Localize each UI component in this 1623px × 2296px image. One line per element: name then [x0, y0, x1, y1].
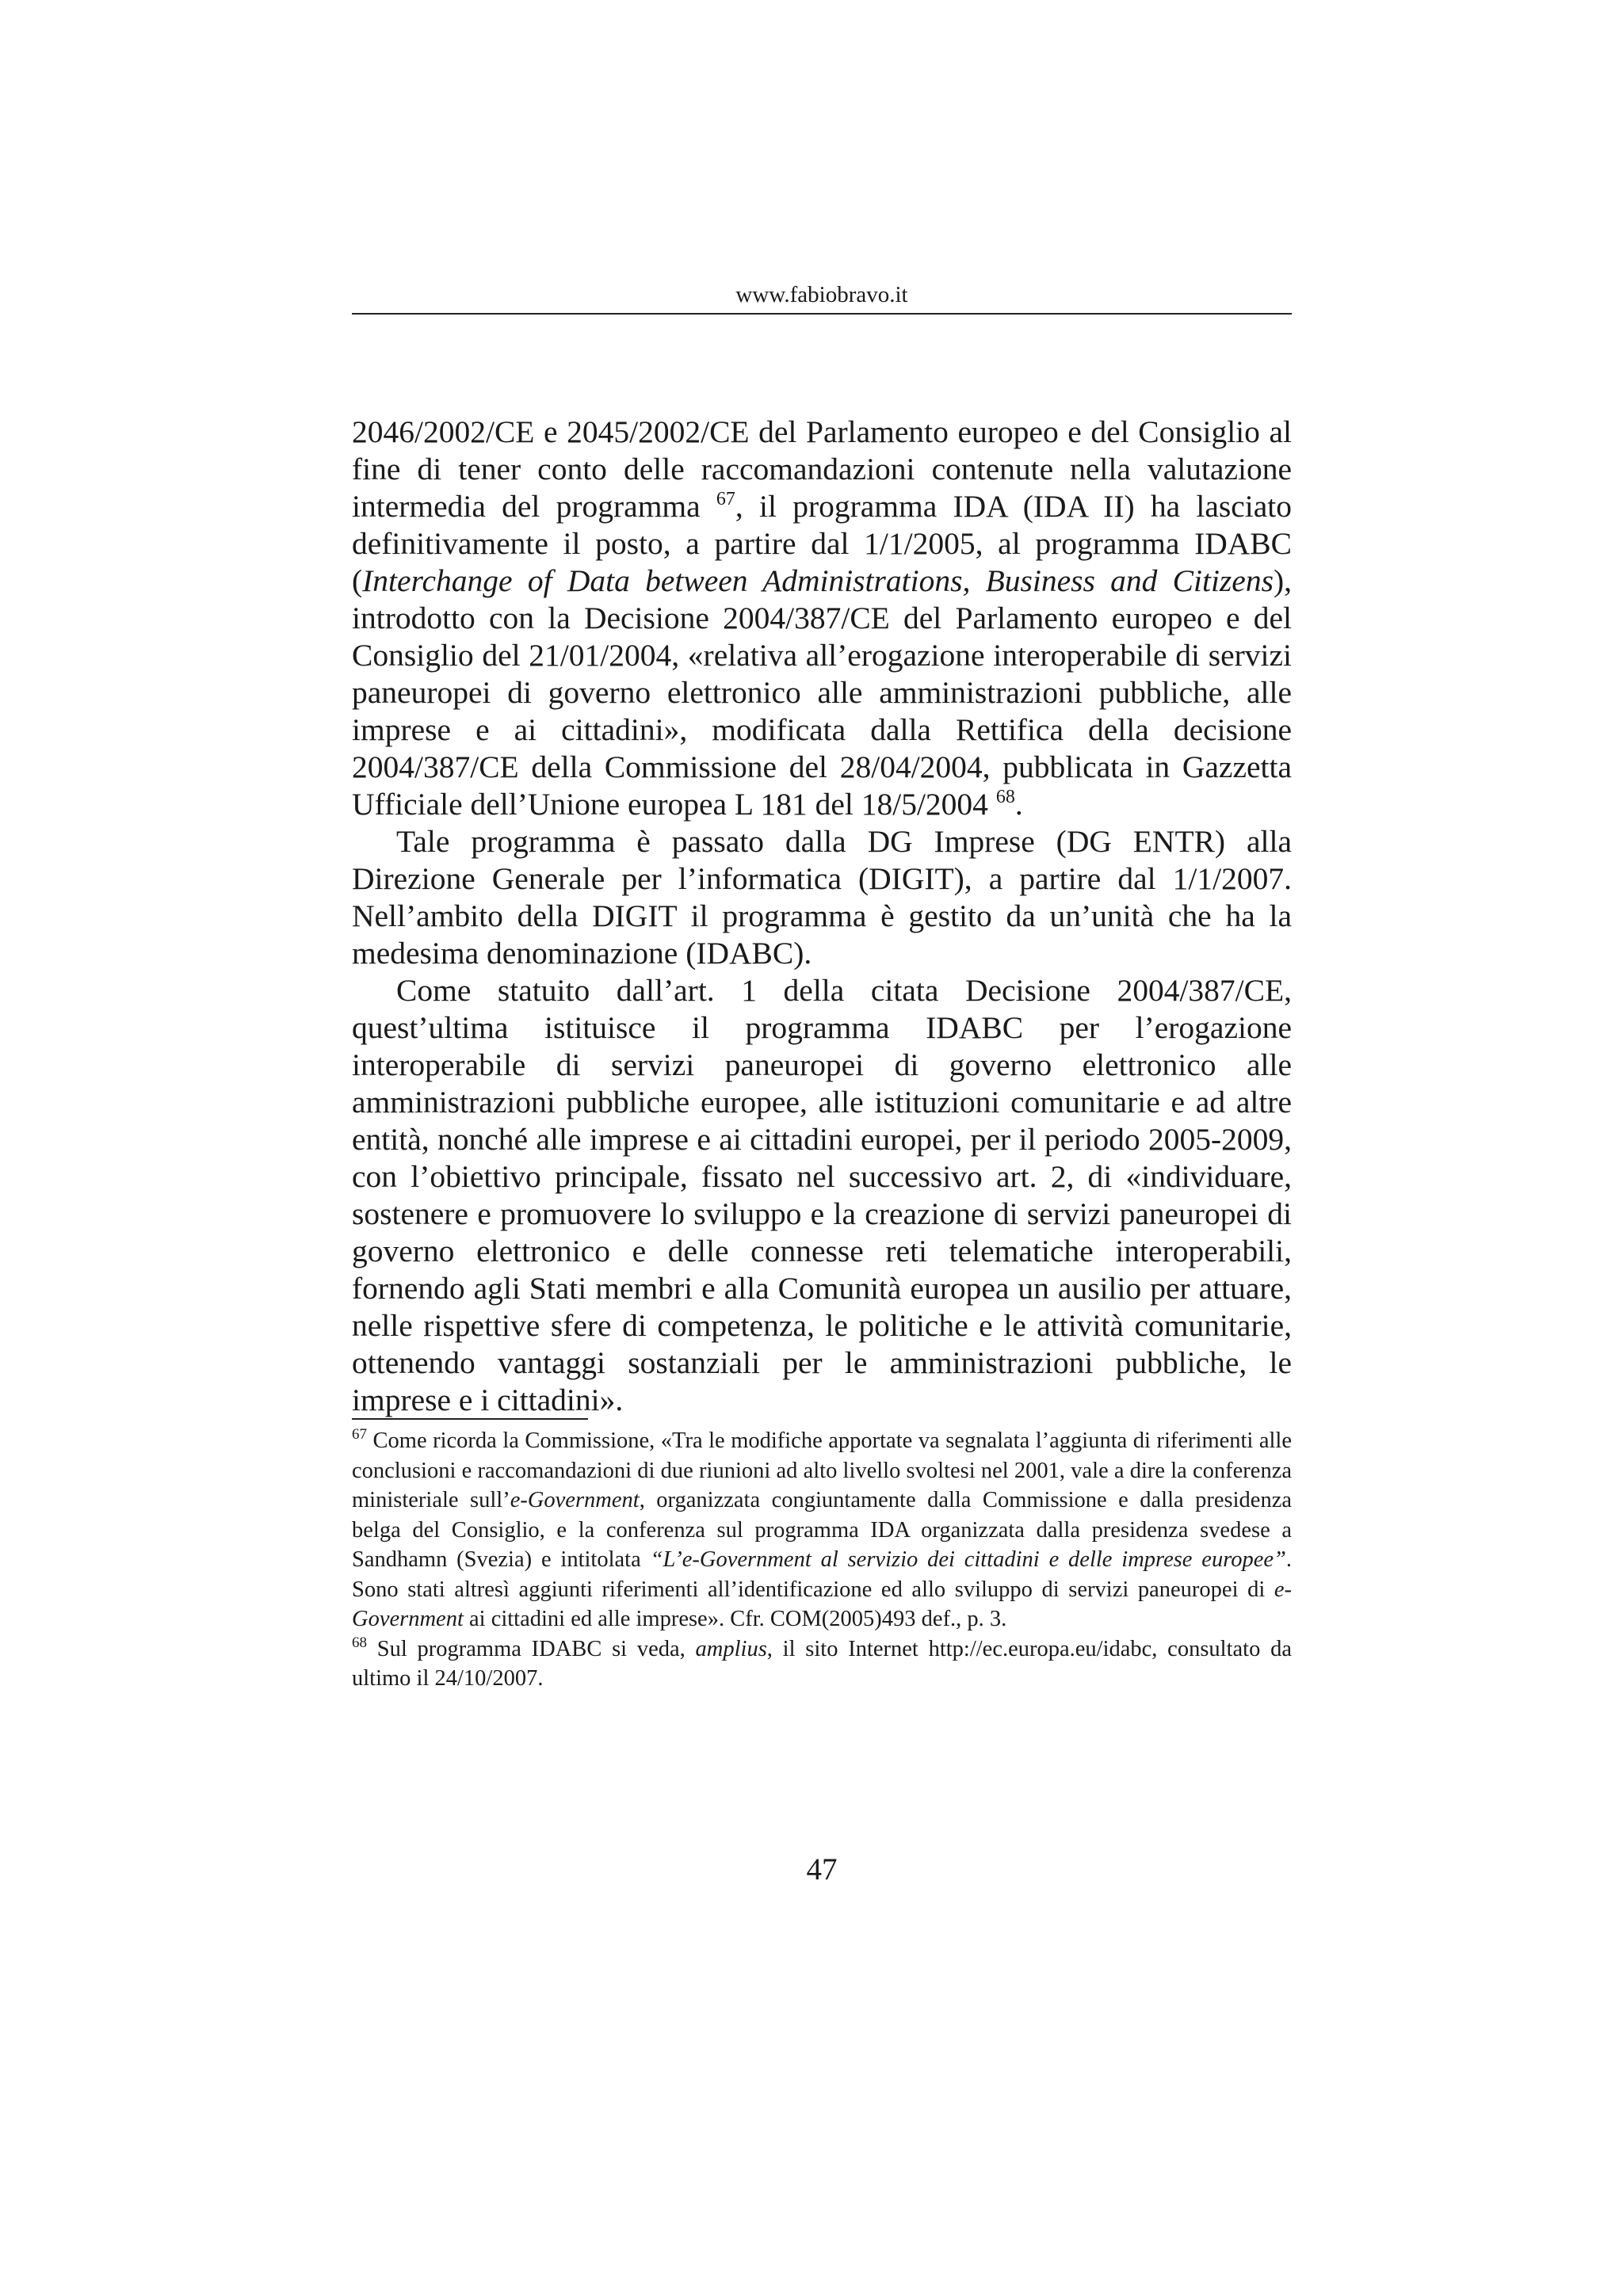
footnotes	[352, 1426, 1292, 1694]
page-number: 47	[806, 1852, 838, 1886]
footnote-68	[352, 1634, 1292, 1694]
header-url: www.fabiobravo.it	[735, 282, 908, 307]
footnote-67-italic-3: e-Government	[352, 1577, 1292, 1631]
footnote-67-part-2: , organizzata congiuntamente dalla Commissione e dalla presidenza belga del Consiglio, e la conferenza sul programma IDA organizzata dalla presidenza svedese a Sandhamn (Svezia) e intitolata	[352, 1488, 1292, 1572]
paragraph-2: Tale programma è passato dalla DG Imprese (DG ENTR) alla Direzione Generale per l’informatica (DIGIT), a partire dal 1/1/2007. Nell’ambito della DIGIT il programma è gestito da un’unità che ha la medesima denominazione (IDABC).	[352, 824, 1292, 971]
footnote-67-part-4: ai cittadini ed alle imprese». Cfr. COM(2005)493 def., p. 3.	[463, 1607, 1007, 1631]
footnote-reference-67: 67	[716, 489, 735, 509]
header-divider	[352, 313, 1292, 315]
footnote-67-number: 67	[352, 1426, 367, 1443]
paragraph-1-italic: Interchange of Data between Administrations, Business and Citizens	[362, 563, 1274, 598]
footnote-68-part-1: Sul programma IDABC si veda,	[367, 1636, 696, 1661]
paragraph-3: Come statuito dall’art. 1 della citata Decisione 2004/387/CE, quest’ultima istituisce il programma IDABC per l’erogazione interoperabile di servizi paneuropei di governo elettronico alle amministrazioni pubbliche europee, alle istituzioni comunitarie e ad altre entità, nonché alle imprese e ai cittadini europei, per il periodo 2005-2009, con l’obiettivo principale, fissato nel successivo art. 2, di «individuare, sostenere e promuovere lo sviluppo e la creazione di servizi paneuropei di governo elettronico e delle connesse reti telematiche interoperabili, fornendo agli Stati membri e alla Comunità europea un ausilio per attuare, nelle rispettive sfere di competenza, le politiche e le attività comunitarie, ottenendo vantaggi sostanziali per le amministrazioni pubbliche, le imprese e i cittadini».	[352, 973, 1292, 1417]
footnote-67	[352, 1426, 1292, 1634]
footnote-67-italic-1: e-Government	[510, 1488, 640, 1512]
footnote-67-part-1: Come ricorda la Commissione, «Tra le modifiche apportate va segnalata l’aggiunta di riferimenti alle conclusioni e raccomandazioni di due riunioni ad alto livello svoltesi nel 2001, vale a dire la conferenza ministeriale sull’	[352, 1428, 1292, 1512]
footnote-68-number: 68	[352, 1634, 367, 1651]
footnote-67-part-3: . Sono stati altresì aggiunti riferimenti all’identificazione ed allo sviluppo di servizi paneuropei di	[352, 1547, 1293, 1602]
footnote-68-part-2: , il sito Internet http://ec.europa.eu/idabc, consultato da ultimo il 24/10/2007.	[352, 1636, 1292, 1691]
footnote-reference-68: 68	[995, 787, 1015, 807]
paragraph-1-part-2: , il programma IDA (IDA II) ha lasciato definitivamente il posto, a partire dal 1/1/2005, al programma IDABC (	[352, 489, 1293, 598]
footnote-divider	[352, 1418, 588, 1420]
paragraph-1	[352, 414, 1292, 823]
footnote-68-italic-1: amplius	[695, 1636, 767, 1661]
paragraph-1-part-1: 2046/2002/CE e 2045/2002/CE del Parlamento europeo e del Consiglio al fine di tener conto delle raccomandazioni contenute nella valutazione intermedia del programma	[352, 414, 1292, 524]
paragraph-1-part-4: .	[1014, 787, 1023, 822]
main-text	[352, 414, 1292, 1419]
footnote-67-italic-2: “L’e-Government al servizio dei cittadini e delle imprese europee”	[650, 1547, 1286, 1572]
paragraph-1-part-3: ), introdotto con la Decisione 2004/387/CE del Parlamento europeo e del Consiglio del 21/01/2004, «relativa all’erogazione interoperabile di servizi paneuropei di governo elettronico alle amministrazioni pubbliche, alle imprese e ai cittadini», modificata dalla Rettifica della decisione 2004/387/CE della Commissione del 28/04/2004, pubblicata in Gazzetta Ufficiale dell’Unione europea L 181 del 18/5/2004	[352, 563, 1292, 822]
